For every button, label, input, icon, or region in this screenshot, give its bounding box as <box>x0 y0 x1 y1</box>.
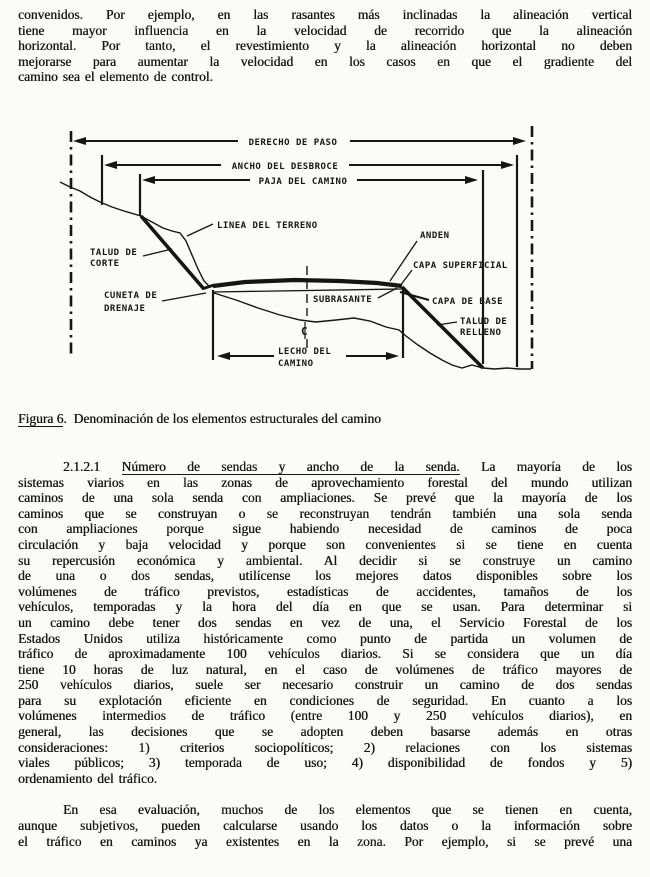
text-line: Estados Unidos utiliza históricamente como punto de partida un volumen de <box>18 630 632 646</box>
text-line: horizontal. Por tanto, el revestimiento y la alineación horizontal no deben <box>18 38 632 54</box>
anden-label: ANDEN <box>420 230 450 241</box>
text-line: sistemas viarios en las zonas de aprovechamiento forestal del mundo utilizan <box>18 474 632 490</box>
cuneta-de-drenaje-label-line2: DRENAJE <box>104 303 146 314</box>
figure-caption <box>18 411 632 427</box>
text-line: general, las decisiones que se adopten deben basarse además en otras <box>18 724 632 740</box>
centerline-symbol: C <box>301 324 308 338</box>
dimension-lecho-del-camino <box>217 347 399 369</box>
section-heading-rest: La mayoría de los <box>480 458 633 474</box>
ancho-del-desbroce-label: ANCHO DEL DESBROCE <box>231 161 339 172</box>
section-body-lines <box>18 475 632 787</box>
text-line: aunque subjetivos, pueden calcularse usando los datos o la información sobre <box>18 818 632 834</box>
ditch-line <box>202 285 214 289</box>
text-line: de una o dos sendas, utilícense los mejores datos disponibles sobre los <box>18 568 632 584</box>
text-line: un camino debe tener dos sendas en vez de una, el Servicio Forestal de los <box>18 614 632 630</box>
text-line: convenidos. Por ejemplo, en las rasantes más inclinadas la alineación vertical <box>18 7 632 22</box>
cuneta-de-drenaje-label-line1: CUNETA DE <box>104 290 158 301</box>
text-line: camino sea el elemento de control. <box>18 69 213 85</box>
section-number: 2.1.2.1 <box>63 458 101 474</box>
text-line: con ampliaciones porque sigue habiendo necesidad de caminos de poca <box>18 521 632 537</box>
text-line: tráfico de aproximadamente 100 vehículos diarios. Si se considera que un día <box>18 646 632 662</box>
text-line: En esa evaluación, muchos de los elementos que se tienen en cuenta, <box>63 802 632 818</box>
talud-de-corte-label-line1: TALUD DE <box>90 247 138 258</box>
text-line: vehículos, temporadas y la hora del día en que se usan. Para determinar si <box>18 599 632 615</box>
dimension-paja-del-camino <box>140 174 478 216</box>
text-line: caminos de una sola senda con ampliaciones. Se prevé que la mayoría de los <box>18 490 632 506</box>
section-paragraph <box>18 459 632 786</box>
figure-6-road-cross-section <box>0 118 650 393</box>
cut-slope-line <box>141 216 203 288</box>
text-line: circulación y baja velocidad y porque son convenientes si se tiene en cuenta <box>18 536 632 552</box>
text-line: tiene mayor influencia en la velocidad de recorrido que la alineación <box>18 22 632 38</box>
subrasante-label: SUBRASANTE <box>313 294 373 305</box>
talud-de-relleno-label-line2: RELLENO <box>460 327 502 338</box>
talud-de-relleno-label-line1: TALUD DE <box>460 316 508 327</box>
text-line: para su explotación eficiente en condiciones de seguridad. En cuanto a los <box>18 692 632 708</box>
text-line: 250 vehículos diarios, suele ser necesario construir un camino de dos sendas <box>18 677 632 693</box>
lecho-del-camino-label-line1: LECHO DEL <box>278 346 332 357</box>
paragraph-top <box>18 7 632 85</box>
text-line: tiene 10 horas de luz natural, en el caso de volúmenes de tráfico mayores de <box>18 661 632 677</box>
text-line: ordenamiento del tráfico. <box>18 770 158 786</box>
text-line: volúmenes de tráfico previstos, estadísticas de accidentes, tamaños de los <box>18 583 632 599</box>
figure-caption-separator: . <box>63 410 67 426</box>
terrain-line <box>60 182 531 369</box>
section-heading: Número de sendas y ancho de la senda. <box>121 458 460 474</box>
capa-superficial-label: CAPA SUPERFICIAL <box>413 260 508 271</box>
text-line: caminos que se construyan o se reconstruyan tendrán también una sola senda <box>18 505 632 521</box>
paja-del-camino-label: PAJA DEL CAMINO <box>258 176 348 187</box>
linea-del-terreno-label: LINEA DEL TERRENO <box>217 220 318 231</box>
lecho-del-camino-label-line2: CAMINO <box>278 358 314 369</box>
talud-de-corte-label-line2: CORTE <box>90 258 120 269</box>
text-line: mejorarse para aumentar la velocidad en los casos en que el gradiente del <box>18 53 632 69</box>
paragraph-bottom <box>18 802 632 849</box>
capa-de-base-label: CAPA DE BASE <box>432 296 504 307</box>
text-line: su repercusión económica y ambiental. Al decidir si se construye un camino <box>18 552 632 568</box>
dimension-derecho-de-paso <box>73 137 526 148</box>
subgrade-line <box>213 289 402 292</box>
text-line: volúmenes intermedios de tráfico (entre 100 y 250 vehículos diarios), en <box>18 708 632 724</box>
text-line: el tráfico en caminos ya existentes en la zona. Por ejemplo, si se prevé una <box>18 833 632 849</box>
text-line: viales públicos; 3) temporada de uso; 4) disponibilidad de fondos y 5) <box>18 755 632 771</box>
derecho-de-paso-label: DERECHO DE PASO <box>248 137 338 148</box>
section-heading-line <box>18 459 632 475</box>
text-line: consideraciones: 1) criterios sociopolíticos; 2) relaciones con los sistemas <box>18 739 632 755</box>
figure-caption-text: Denominación de los elementos estructurales del camino <box>73 410 381 426</box>
figure-caption-number: Figura 6 <box>18 410 64 426</box>
